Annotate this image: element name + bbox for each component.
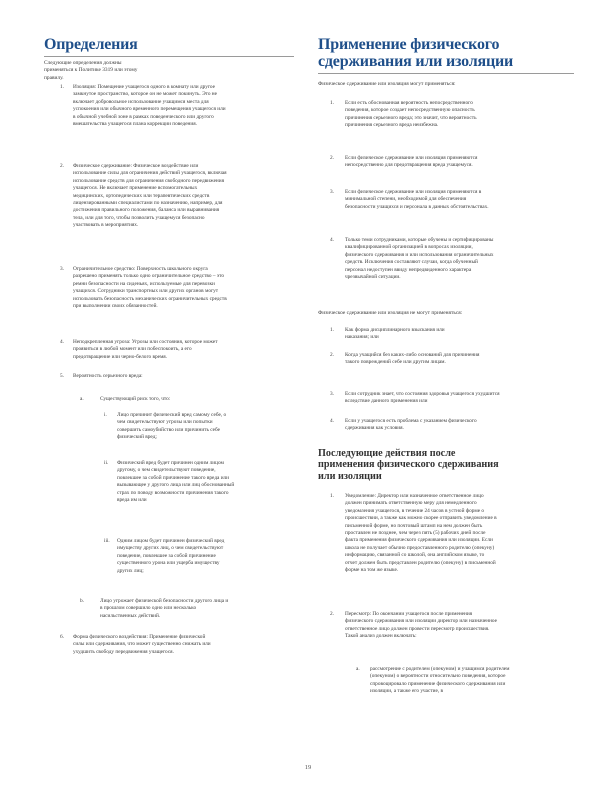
sub-item-letter: a. [80, 396, 84, 402]
roman-item [44, 460, 294, 504]
forbidden-item [318, 327, 574, 342]
item-text: Если сотрудник знает, что состояния здоровья учащегося ухудшится вследствие данного применения или [345, 391, 500, 405]
definition-item [44, 163, 294, 230]
item-number: 1. [330, 327, 334, 333]
item-text: Неподкрепленная угроза: Угрозы или состояния, которое может проявиться в любой момент или побеспокоить, а его предотвращение или черно-белого время. [73, 339, 218, 360]
definitions-intro: Следующие определения должны применяться к Политике 3319 или этому правилу. [44, 60, 138, 81]
title-underline [318, 73, 574, 74]
item-text: Изоляция: Помещение учащегося одного в комнату или другое замкнутое пространство, которое он не может покинуть. Это не включает добровольное использование учащимся места для успокоения или обычного временного перемещения учащегося или в обычной учебной зоне в рамках поведенческого или другого вмешательства учащегося плана коррекции поведения. [73, 84, 226, 128]
forbidden-item [318, 391, 574, 406]
roman-text: Физический вред будет причинен одним лицом другому, о чем свидетельствуют поведение, повлекшее за собой причинение такого вреда или вызывающее у другого лица или лиц обоснованный страх по поводу возможности причинения такого вреда им или [117, 460, 235, 504]
allowed-item [318, 155, 574, 170]
item-text: Форма физического воздействия: Применение физической силы или сдерживания, что может существенно снижать или ухудшить свободу передвижения учащегося. [73, 634, 211, 655]
roman-number: iii. [104, 538, 110, 544]
followup-item [318, 493, 574, 574]
item-text: Если физическое сдерживание или изоляция применяются непосредственно для предотвращения вреда учащемуся. [345, 155, 478, 169]
sub-item-text: рассмотрение с родителем (опекуном) и учащимся родителем (опекуном) о вероятности относительно поведения, которое спровоцировало применение физического сдерживания или изоляции, а также его участие, в [370, 666, 510, 695]
item-text: Вероятность серьезного вреда: [73, 373, 143, 379]
item-text: Пересмотр: По окончании учащегося после применения физического сдерживания или изоляции директор или назначенное ответственное лицо должен провести пересмотр происшествия. Такой анализ должен включать: [345, 611, 497, 640]
item-number: 2. [330, 611, 334, 617]
item-number: 2. [330, 155, 334, 161]
followup-sub-item [318, 666, 574, 696]
item-number: 4. [330, 237, 334, 243]
roman-text: Лицо причинит физический вред самому себе, о чем свидетельствуют угрозы или попытки совершить самоубийство или причинить себе физический вред; [117, 412, 227, 441]
page-number: 19 [304, 764, 312, 771]
item-number: 2. [330, 352, 334, 358]
forbidden-item [318, 418, 574, 433]
item-number: 1. [330, 493, 334, 499]
allowed-item [318, 189, 574, 211]
definition-item [44, 266, 294, 310]
section-title-restraint-line1: Применение физического [318, 36, 500, 53]
followup-heading-line3: или изоляции [318, 470, 382, 482]
sub-item-text: Существующий риск того, что: [100, 396, 171, 402]
section-title-definitions: Определения [44, 36, 138, 53]
roman-number: i. [104, 412, 107, 418]
allowed-item [318, 237, 574, 281]
item-text: Уведомление: Директор или назначенное ответственное лицо должен принимать ответственную меру для немедленного уведомления учащегося, в течение 24 часов в устной форме о происшествии, а также как можно скорее отправить уведомление в письменной форме, но почтовый штамп на нем должен быть проставлен не позднее, чем через пять (5) рабочих дней после факта применения физического сдерживания или изоляции. Если школа не получает обычно предоставленного родителю (опекуну) информацию, связанной со школой, она английском языке, то отчет должен быть представлен родителю (опекуну) в письменной форме на том же языке. [345, 493, 497, 574]
item-number: 1. [60, 84, 64, 90]
section-title-restraint-line2: сдерживания или изоляции [318, 53, 513, 70]
roman-number: ii. [104, 460, 109, 466]
item-number: 6. [60, 634, 64, 640]
item-number: 3. [60, 266, 64, 272]
item-text: Только теми сотрудниками, которые обучены и сертифицированы квалифицированной организацией в вопросах изоляции, физического сдерживания и или использования ограничительных средств. Исключения составляют случаи, когда обученный персонал недоступен ввиду непредвиденного характера чрезвычайной ситуации. [345, 237, 494, 281]
item-number: 1. [330, 100, 334, 106]
item-number: 3. [330, 391, 334, 397]
definition-item [44, 339, 294, 361]
sub-item-text: Лицо угрожает физической безопасности другого лица и в прошлом совершило одно или несколько насильственных действий. [100, 598, 229, 619]
definition-item [44, 634, 294, 656]
item-text: Если у учащегося есть проблема с указанием физического сдерживания как условия. [345, 418, 477, 432]
item-number: 4. [330, 418, 334, 424]
followup-heading-line2: применения физического сдерживания [318, 459, 499, 471]
followup-heading [318, 448, 574, 482]
roman-item [44, 412, 294, 442]
item-text: Если есть обоснованная вероятность непосредственного поведения, которое создает непосредственную опасность причинения серьезного вреда; это значит, что вероятность причинения серьезного вреда неизбежна. [345, 100, 477, 129]
sub-item-letter: a. [356, 666, 360, 672]
item-text: Физическое сдерживание: Физическое воздействие или использование силы для ограничения действий учащегося, включая использование средств для ограничения свободного передвижения учащегося. Не включает применение вспомогательных медицинских, ортопедических или терапевтических средств лицензированными специалистами по назначению, например, для достижения правильного положения, баланса или выравнивания тела, или для того, чтобы позволить учащемуся безопасно участвовать в мероприятиях. [73, 163, 227, 229]
item-number: 5. [60, 373, 64, 379]
roman-text: Одним лицом будет причинен физический вред имуществу других лиц, о чем свидетельствуют поведение, повлекшее за собой причинение существенного урона или ущерба имуществу других лиц; [117, 538, 225, 574]
definition-item [44, 84, 294, 128]
allowed-item [318, 100, 574, 130]
forbidden-lead: Физическое сдерживание или изоляция не могут применяться: [318, 310, 463, 316]
followup-item [318, 611, 574, 641]
item-text: Как форма дисциплинарного взыскания или наказания; или [345, 327, 445, 341]
item-number: 2. [60, 163, 64, 169]
sub-item [44, 598, 294, 620]
item-number: 3. [330, 189, 334, 195]
followup-heading-line1: Последующие действия после [318, 448, 456, 459]
roman-item [44, 538, 294, 575]
item-text: Ограничительное средство: Поверхность школьного округа разрешено применять только одно ограничительное средство – это ремни безопасности на сиденьях, используемые для перевозки учащихся. Сотрудники транспортных или других органов могут использовать безопасность механических ограничительных средств при выполнении своих обязанностей. [73, 266, 227, 310]
item-text: Если физическое сдерживание или изоляция применяются в минимальной степени, необходимой для обеспечения безопасности учащихся и персонала в данных обстоятельствах. [345, 189, 489, 210]
item-text: Когда учащийся без каких-либо оснований для причинения такого повреждений себе или другим лицам. [345, 352, 480, 366]
sub-item-letter: b. [80, 598, 84, 604]
allowed-lead: Физическое сдерживание или изоляция могут применяться: [318, 81, 456, 87]
title-underline [44, 56, 294, 57]
sub-item [44, 396, 294, 403]
forbidden-item [318, 352, 574, 367]
definition-item [44, 373, 294, 380]
item-number: 4. [60, 339, 64, 345]
